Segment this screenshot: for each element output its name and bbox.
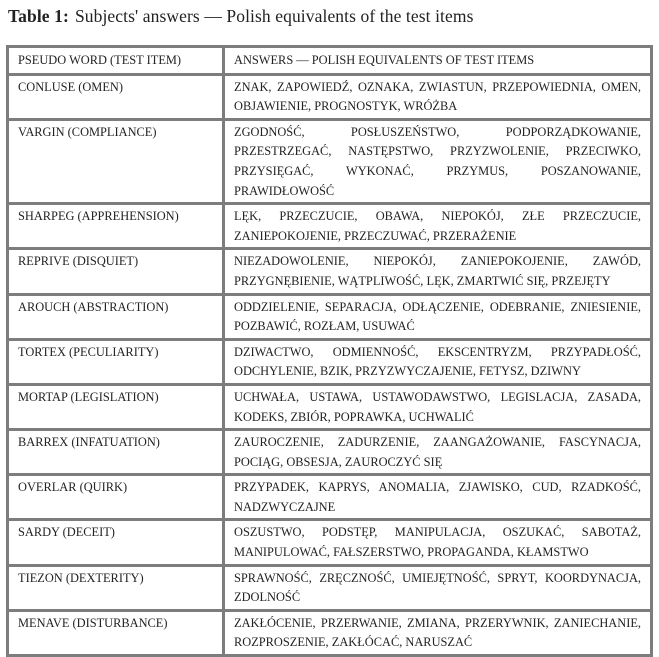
answers-cell: ZNAK, ZAPOWIEDŹ, OZNAKA, ZWIASTUN, PRZEPOWIEDNIA, OMEN, OBJAWIENIE, PROGNOSTYK, WRÓŻBA <box>224 74 652 119</box>
answers-cell: OSZUSTWO, PODSTĘP, MANIPULACJA, OSZUKAĆ, SABOTAŻ, MANIPULOWAĆ, FAŁSZERSTWO, PROPAGANDA, KŁAMSTWO <box>224 520 652 565</box>
answers-cell: LĘK, PRZECZUCIE, OBAWA, NIEPOKÓJ, ZŁE PRZECZUCIE, ZANIEPOKOJENIE, PRZECZUWAĆ, PRZERAŻENIE <box>224 204 652 249</box>
answers-cell: ODDZIELENIE, SEPARACJA, ODŁĄCZENIE, ODEBRANIE, ZNIESIENIE, POZBAWIĆ, ROZŁAM, USUWAĆ <box>224 294 652 339</box>
table-caption <box>8 6 474 27</box>
test-item-cell: REPRIVE (DISQUIET) <box>8 249 224 294</box>
answers-cell: ZAUROCZENIE, ZADURZENIE, ZAANGAŻOWANIE, FASCYNACJA, POCIĄG, OBSESJA, ZAUROCZYĆ SIĘ <box>224 430 652 475</box>
test-item-cell: MENAVE (DISTURBANCE) <box>8 610 224 655</box>
caption-label: Table 1: <box>8 6 69 26</box>
table-row <box>8 74 652 119</box>
table-row <box>8 520 652 565</box>
test-item-cell: BARREX (INFATUATION) <box>8 430 224 475</box>
answers-table <box>6 45 653 657</box>
table-row <box>8 249 652 294</box>
answers-cell: PRZYPADEK, KAPRYS, ANOMALIA, ZJAWISKO, CUD, RZADKOŚĆ, NADZWYCZAJNE <box>224 475 652 520</box>
answers-cell: UCHWAŁA, USTAWA, USTAWODAWSTWO, LEGISLACJA, ZASADA, KODEKS, ZBIÓR, POPRAWKA, UCHWALIĆ <box>224 384 652 429</box>
test-item-cell: CONLUSE (OMEN) <box>8 74 224 119</box>
caption-text: Subjects' answers — Polish equivalents of the test items <box>74 6 474 26</box>
test-item-cell: OVERLAR (QUIRK) <box>8 475 224 520</box>
answers-cell: NIEZADOWOLENIE, NIEPOKÓJ, ZANIEPOKOJENIE, ZAWÓD, PRZYGNĘBIENIE, WĄTPLIWOŚĆ, LĘK, ZMARTWIĆ SIĘ, PRZEJĘTY <box>224 249 652 294</box>
test-item-cell: TORTEX (PECULIARITY) <box>8 339 224 384</box>
table-row <box>8 384 652 429</box>
test-item-cell: SARDY (DECEIT) <box>8 520 224 565</box>
test-item-cell: SHARPEG (APPREHENSION) <box>8 204 224 249</box>
table-row <box>8 204 652 249</box>
answers-cell: ZAKŁÓCENIE, PRZERWANIE, ZMIANA, PRZERYWNIK, ZANIECHANIE, ROZPROSZENIE, ZAKŁÓCAĆ, NARUSZAĆ <box>224 610 652 655</box>
header-pseudo-word: PSEUDO WORD (TEST ITEM) <box>8 47 224 75</box>
test-item-cell: MORTAP (LEGISLATION) <box>8 384 224 429</box>
test-item-cell: VARGIN (COMPLIANCE) <box>8 119 224 203</box>
table-row <box>8 339 652 384</box>
table-row <box>8 119 652 203</box>
test-item-cell: AROUCH (ABSTRACTION) <box>8 294 224 339</box>
table-row <box>8 294 652 339</box>
table-row <box>8 610 652 655</box>
table-header-row <box>8 47 652 75</box>
table-row <box>8 475 652 520</box>
answers-cell: DZIWACTWO, ODMIENNOŚĆ, EKSCENTRYZM, PRZYPADŁOŚĆ, ODCHYLENIE, BZIK, PRZYZWYCZAJENIE, FETYSZ, DZIWNY <box>224 339 652 384</box>
answers-cell: SPRAWNOŚĆ, ZRĘCZNOŚĆ, UMIEJĘTNOŚĆ, SPRYT, KOORDYNACJA, ZDOLNOŚĆ <box>224 565 652 610</box>
table-row <box>8 565 652 610</box>
table-row <box>8 430 652 475</box>
answers-cell: ZGODNOŚĆ, POSŁUSZEŃSTWO, PODPORZĄDKOWANIE, PRZESTRZEGAĆ, NASTĘPSTWO, PRZYZWOLENIE, PRZECIWKO, PRZYSIĘGAĆ, WYKONAĆ, PRZYMUS, POSZANOWANIE, PRAWIDŁOWOŚĆ <box>224 119 652 203</box>
test-item-cell: TIEZON (DEXTERITY) <box>8 565 224 610</box>
header-answers: ANSWERS — POLISH EQUIVALENTS OF TEST ITEMS <box>224 47 652 75</box>
